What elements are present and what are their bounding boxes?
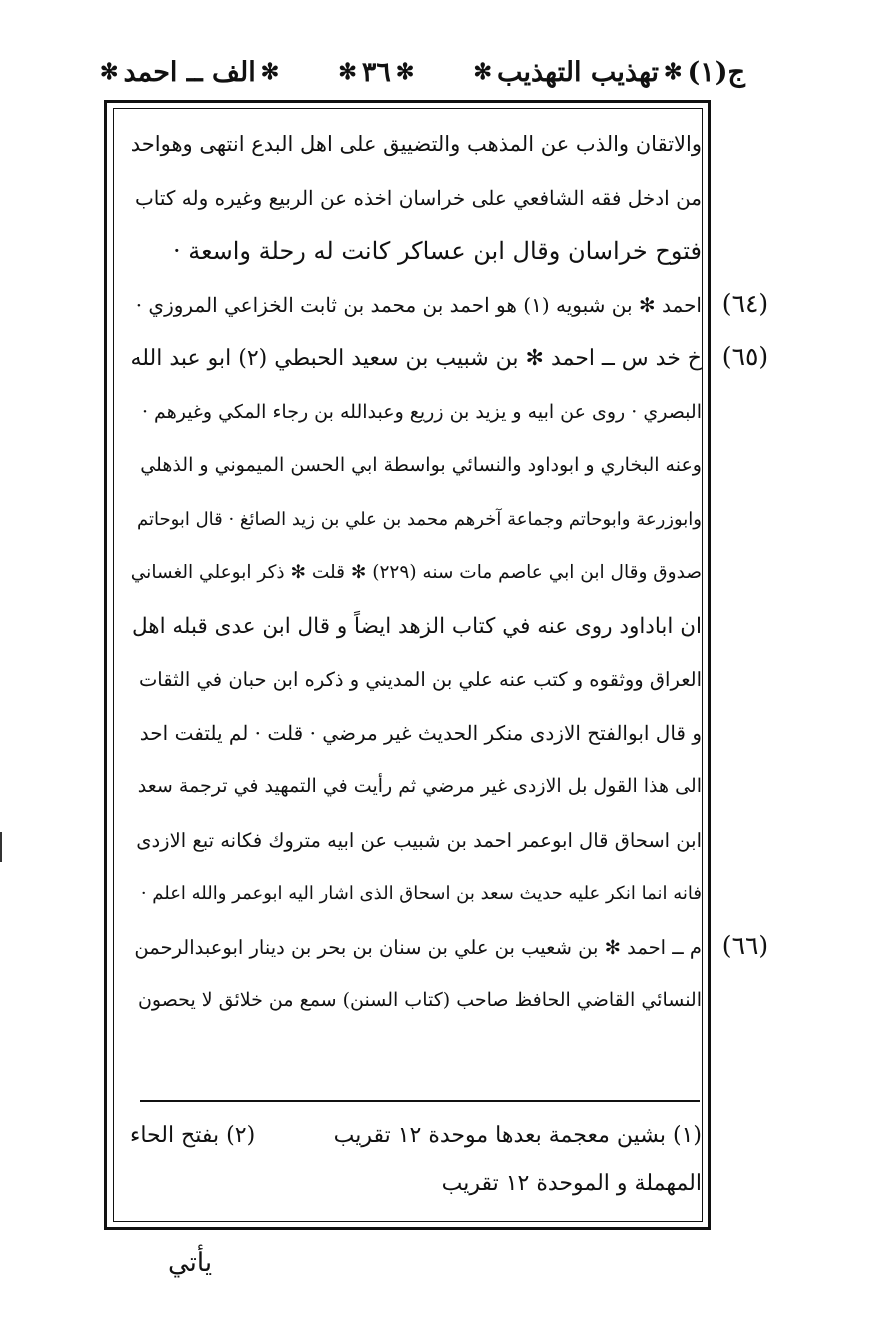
text-line: النسائي القاضي الحافظ صاحب (كتاب السنن) سمع من خلائق لا يحصون [137, 989, 702, 1011]
ornament-icon: ✻ [260, 59, 280, 85]
ornament-icon: ✻ [473, 59, 492, 85]
text-line: و قال ابوالفتح الازدى منكر الحديث غير مرضي · قلت · لم يلتفت احد [139, 720, 702, 745]
text-line: ان اباداود روى عنه في كتاب الزهد ايضاً و قال ابن عدى قبله اهل [131, 613, 702, 639]
footnote-separator [140, 1100, 700, 1102]
header-volume-book [469, 57, 745, 88]
main-text [130, 118, 702, 1028]
ornament-icon: ✻ [395, 59, 415, 85]
footnote-2-start: (٢) بفتح الحاء [130, 1123, 256, 1148]
text-line: وابوزرعة وابوحاتم وجماعة آخرهم محمد بن علي بن زيد الصائغ · قال ابوحاتم [136, 508, 702, 530]
text-line: ابن اسحاق قال ابوعمر احمد بن شبيب عن ابيه متروك فكانه تبع الازدى [136, 828, 702, 852]
text-line: فتوح خراسان وقال ابن عساكر كانت له رحلة واسعة · [172, 237, 702, 265]
entry-number: (٦٦) [721, 930, 769, 960]
header-page-number: ٣٦ [361, 56, 391, 88]
footnote-1: (١) بشين معجمة بعدها موحدة ١٢ تقريب [333, 1123, 702, 1148]
text-line: خ خد س ــ احمد ✻ بن شبيب بن سعيد الحبطي (٢) ابو عبد الله [130, 346, 702, 371]
ornament-icon: ✻ [338, 59, 357, 85]
entry-number: (٦٥) [721, 342, 769, 371]
ornament-icon: ✻ [664, 59, 683, 85]
footnote-line [130, 1160, 702, 1208]
header-section-group [95, 57, 284, 88]
header-section: الف ــ احمد [123, 56, 256, 88]
catchword: يأتي [168, 1248, 213, 1278]
footnote-2-continuation: المهملة و الموحدة ١٢ تقريب [441, 1171, 702, 1196]
text-line: الى هذا القول بل الازدى غير مرضي ثم رأيت في التمهيد في ترجمة سعد [137, 775, 702, 797]
text-line: فانه انما انكر عليه حديث سعد بن اسحاق الذى اشار اليه ابوعمر والله اعلم · [140, 883, 702, 904]
ornament-icon: ✻ [100, 59, 119, 85]
header-volume: ج(١) [687, 56, 745, 88]
footnote-line [130, 1112, 702, 1160]
text-line: م ــ احمد ✻ بن شعيب بن علي بن سنان بن بحر بن دينار ابوعبدالرحمن [134, 935, 702, 959]
footnotes [130, 1112, 702, 1208]
text-line: احمد ✻ بن شبويه (١) هو احمد بن محمد بن ثابت الخزاعي المروزي · [135, 292, 702, 317]
text-line: البصري · روى عن ابيه و يزيد بن زريع وعبدالله بن رجاء المكي وغيرهم · [141, 400, 702, 423]
text-line: والاتقان والذب عن المذهب والتضييق على اهل البدع انتهى وهواحد [130, 132, 702, 156]
margin-mark [0, 832, 2, 862]
text-line: صدوق وقال ابن ابي عاصم مات سنه (٢٢٩) ✻ قلت ✻ ذكر ابوعلي الغساني [130, 562, 702, 583]
header-book-title: تهذيب التهذيب [496, 56, 660, 88]
entry-number: (٦٤) [721, 288, 769, 318]
text-line: العراق ووثقوه و كتب عنه علي بن المديني و ذكره ابن حبان في الثقات [138, 668, 702, 691]
running-header [95, 52, 745, 92]
text-line: من ادخل فقه الشافعي على خراسان اخذه عن الربيع وغيره وله كتاب [134, 185, 702, 210]
header-page-number-group [333, 57, 419, 88]
text-line: وعنه البخاري و ابوداود والنسائي بواسطة ابي الحسن الميموني و الذهلي [140, 454, 702, 476]
